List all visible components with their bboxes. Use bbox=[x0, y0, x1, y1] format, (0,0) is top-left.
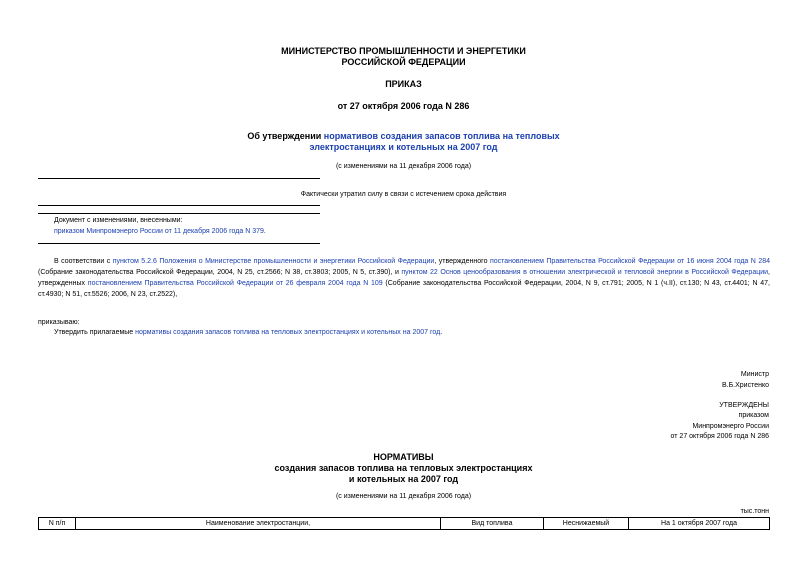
order-date: от 27 октября 2006 года N 286 bbox=[337, 101, 470, 111]
table-header-cell: Наименование электростанции, bbox=[76, 518, 441, 530]
approved-date: от 27 октября 2006 года N 286 bbox=[670, 433, 769, 440]
amended-note: (с изменениями на 11 декабря 2006 года) bbox=[335, 163, 472, 170]
title-prefix: Об утверждении bbox=[247, 131, 324, 141]
amend-doc-line: приказом Минпромэнерго России от 11 декабря 2006 года N 379. bbox=[54, 228, 266, 235]
normatives-subtitle-line2: и котельных на 2007 год bbox=[348, 474, 459, 484]
unit-label: тыс.тонн bbox=[740, 508, 769, 515]
divider bbox=[38, 205, 320, 206]
preamble-link-decree-284[interactable]: постановлением Правительства Российской Федерации от 16 июня 2004 года N 284 bbox=[489, 258, 771, 265]
approved-by: приказом bbox=[738, 412, 769, 419]
normatives-note: (с изменениями на 11 декабря 2006 года) bbox=[335, 493, 472, 500]
signature-name: В.Б.Христенко bbox=[721, 382, 769, 389]
document-title-line1 bbox=[0, 131, 807, 142]
table-header-cell: Неснижаемый bbox=[544, 518, 629, 530]
preamble-link-regulation[interactable]: пунктом 5.2.6 Положения о Министерстве промышленности и энергетики Российской Федерации bbox=[112, 258, 435, 265]
document-title-line2 bbox=[0, 142, 807, 153]
normatives-title: НОРМАТИВЫ bbox=[373, 452, 434, 462]
signature-position: Министр bbox=[740, 371, 769, 378]
ministry-line1: МИНИСТЕРСТВО ПРОМЫШЛЕННОСТИ И ЭНЕРГЕТИКИ bbox=[281, 46, 526, 56]
ministry-line2: РОССИЙСКОЙ ФЕДЕРАЦИИ bbox=[341, 57, 466, 67]
order-word: приказываю: bbox=[38, 319, 80, 326]
divider bbox=[38, 178, 320, 179]
title-link-line2[interactable]: электростанциях и котельных на 2007 год bbox=[309, 142, 498, 152]
normatives-table bbox=[38, 517, 770, 530]
normatives-subtitle-line1: создания запасов топлива на тепловых электростанциях bbox=[274, 463, 533, 473]
order-heading: ПРИКАЗ bbox=[385, 79, 422, 89]
preamble-link-pricing[interactable]: пунктом 22 Основ ценообразования в отношении электрической и тепловой энергии в Российской Федерации bbox=[401, 269, 769, 276]
approved-ministry: Минпромэнерго России bbox=[692, 423, 769, 430]
amend-doc-link[interactable]: приказом Минпромэнерго России от 11 декабря 2006 года N 379 bbox=[54, 228, 264, 235]
preamble-paragraph: В соответствии с пунктом 5.2.6 Положения о Министерстве промышленности и энергетики Российской Федерации, утвержденного постановлением Правительства Российской Федерации от 16 июня 2004 года N 284 (Собрание законодательства Российской Федерации, 2004, N 25, ст.2566; N 38, ст.3803; 2005, N 5, ст.390), и пунктом 22 Основ ценообразования в отношении электрической и тепловой энергии в Российской Федерации, утвержденных постановлением Правительства Российской Федерации от 26 февраля 2004 года N 109 (Собрание законодательства Российской Федерации, 2004, N 9, ст.791; 2005, N 1 (ч.II), ст.130; N 43, ст.4401; N 47, ст.4930; N 51, ст.5526; 2006, N 23, ст.2522), bbox=[38, 258, 771, 298]
table-header-cell: N п/п bbox=[39, 518, 76, 530]
title-link-line1[interactable]: нормативов создания запасов топлива на тепловых bbox=[323, 131, 560, 141]
approve-link[interactable]: нормативы создания запасов топлива на тепловых электростанциях и котельных на 2007 год bbox=[135, 329, 441, 336]
divider bbox=[38, 213, 320, 214]
approve-line: Утвердить прилагаемые нормативы создания запасов топлива на тепловых электростанциях и котельных на 2007 год. bbox=[54, 329, 443, 336]
approved-label: УТВЕРЖДЕНЫ bbox=[719, 402, 769, 409]
table-header-cell: На 1 октября 2007 года bbox=[629, 518, 770, 530]
divider bbox=[38, 243, 320, 244]
table-header-cell: Вид топлива bbox=[441, 518, 544, 530]
preamble-link-decree-109[interactable]: постановлением Правительства Российской Федерации от 26 февраля 2004 года N 109 bbox=[87, 280, 383, 287]
expired-note: Фактически утратил силу в связи с истечением срока действия bbox=[300, 191, 507, 198]
table-header-row bbox=[39, 518, 770, 530]
amend-doc-label: Документ с изменениями, внесенными: bbox=[54, 217, 183, 224]
